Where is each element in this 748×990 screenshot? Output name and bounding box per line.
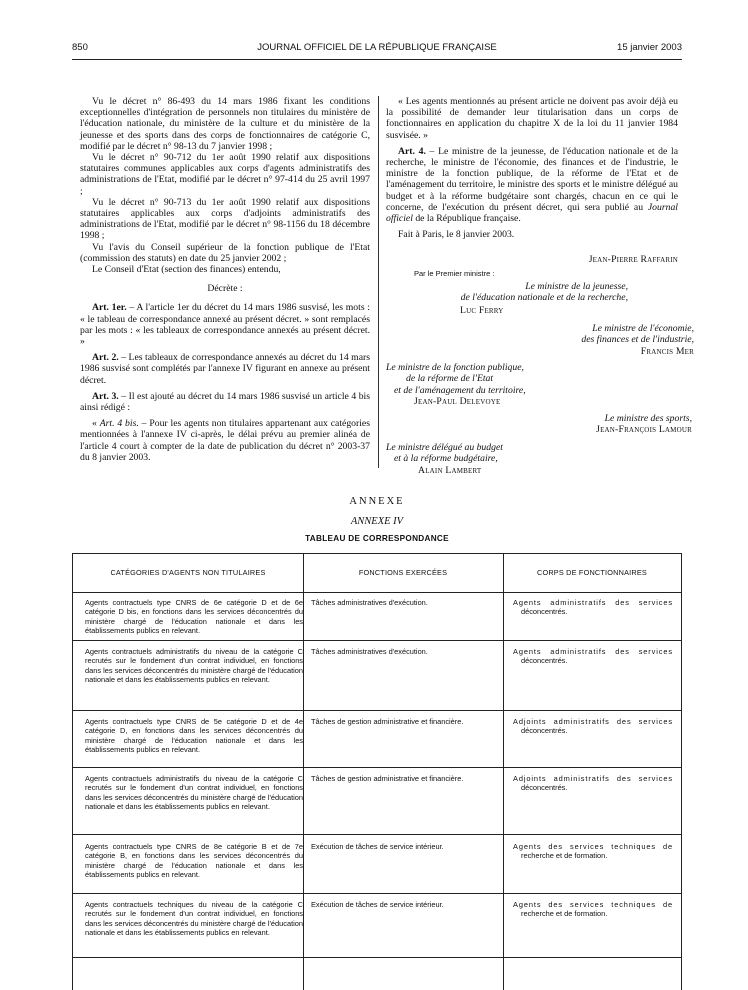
article-4-text-end: de la République française.: [412, 213, 521, 225]
row-divider: [73, 957, 681, 958]
corps-line: Agents des services techniques de: [513, 900, 673, 909]
header-functions: FONCTIONS EXERCÉES: [358, 568, 448, 577]
journal-officiel-text: Journal officiel: [386, 201, 678, 225]
table-header: [73, 554, 681, 592]
minister-sports-block: [596, 413, 692, 436]
visa-paragraph: Vu le décret n° 90-713 du 1er août 1990 relatif aux dispositions statutaires applicables aux corps d'adjoints administratifs des administrations de l'Etat, modifié par le décret n° 98-1156 du 18 décembre 1998 ;: [80, 196, 370, 242]
table-cell-corps: [513, 900, 673, 919]
corps-line: Adjoints administratifs des services: [513, 717, 673, 726]
article-2-text: – Les tableaux de correspondance annexés au décret du 14 mars 1986 susvisé sont complétés par l'annexe IV figurant en annexe au présent décret.: [80, 352, 370, 386]
table-cell-function: Tâches administratives d'exécution.: [311, 598, 428, 607]
decrete-heading: Décrète :: [207, 283, 243, 295]
row-divider: [73, 592, 681, 593]
table-cell-category: Agents contractuels administratifs du niveau de la catégorie C recrutés sur le fondement d'un contrat individuel, en fonctions dans les services déconcentrés du ministère chargé de l'éducation nationale et dans les établissements publics en relevant.: [85, 647, 303, 685]
corps-line: Agents des services techniques de: [513, 842, 673, 851]
row-divider: [73, 710, 681, 711]
corps-line: déconcentrés.: [521, 607, 568, 617]
left-column: [80, 96, 370, 463]
article-4-label: Art. 4.: [398, 145, 426, 157]
table-cell-function: Tâches de gestion administrative et financière.: [311, 774, 464, 783]
column-divider: [378, 96, 379, 468]
visa-paragraph: Le Conseil d'Etat (section des finances) entendu,: [92, 264, 281, 276]
table-cell-function: Exécution de tâches de service intérieur.: [311, 842, 444, 851]
header-categories: CATÉGORIES D'AGENTS NON TITULAIRES: [110, 568, 266, 577]
header-corps: CORPS DE FONCTIONNAIRES: [536, 568, 647, 577]
table-cell-function: Exécution de tâches de service intérieur.: [311, 900, 444, 909]
table-cell-corps: [513, 647, 673, 666]
table-cell-category: Agents contractuels type CNRS de 5e catégorie D et de 4e catégorie D, en fonctions dans les services déconcentrés du ministère chargé de l'éducation nationale et dans les établissements publics en relevant.: [85, 717, 303, 755]
minister-title: Le ministre de la fonction publique,: [386, 362, 524, 373]
article-4-text: – Le ministre de la jeunesse, de l'éducation nationale et de la recherche, le ministre de l'économie, des finances et de l'industrie, le ministre de la fonction publique, de la réforme de l'Etat et de l'aménagement du territoire, le ministre des sports et le ministre délégué au budget et à la réforme budgétaire sont chargés, chacun en ce qui le concerne, de l'exécution du présent décret, qui sera publié au: [386, 145, 678, 213]
article-4-bis-label: Art. 4 bis.: [99, 418, 139, 430]
corps-line: déconcentrés.: [521, 783, 568, 793]
row-divider: [73, 834, 681, 835]
article-1-label: Art. 1er.: [92, 302, 127, 314]
article-1: [80, 302, 370, 347]
corps-line: déconcentrés.: [521, 726, 568, 736]
issue-date: 15 janvier 2003: [617, 42, 682, 53]
minister-title: et de l'aménagement du territoire,: [394, 384, 526, 396]
table-cell-category: Agents contractuels type CNRS de 8e catégorie B et de 7e catégorie B, en fonctions dans les services déconcentrés du ministère chargé de l'éducation nationale et dans les établissements publics en relevant.: [85, 842, 303, 880]
quote-open: «: [92, 418, 100, 430]
article-3: [80, 391, 370, 413]
table-cell-corps: [513, 717, 673, 736]
minister-public-service-block: [386, 362, 526, 408]
header-rule: [72, 59, 682, 60]
minister-name: Alain Lambert: [418, 464, 482, 476]
article-3-label: Art. 3.: [92, 390, 119, 402]
minister-education-block: [386, 281, 628, 304]
table-cell-corps: [513, 598, 673, 617]
visa-paragraph: Vu le décret n° 86-493 du 14 mars 1986 fixant les conditions exceptionnelles d'intégration de personnels non titulaires du ministère de l'éducation nationale, du ministère de la culture et du ministère de la jeunesse et des sports dans des corps de fonctionnaires de catégorie C, modifié par le décret n° 98-13 du 7 janvier 1998 ;: [80, 96, 370, 152]
article-4-bis-text: – Pour les agents non titulaires appartenant aux catégories mentionnées à l'annexe IV ci-après, le délai prévu au premier alinéa de l'article 4 court à compter de la date de publication du décret n° 2003-37 du 8 janvier 2003.: [80, 418, 371, 463]
corps-line: Agents administratifs des services: [513, 647, 673, 656]
visa-paragraph: Vu l'avis du Conseil supérieur de la fonction publique de l'Etat (commission des statuts) en date du 25 janvier 2002 ;: [80, 241, 370, 264]
done-at: Fait à Paris, le 8 janvier 2003.: [398, 229, 515, 241]
quoted-paragraph: « Les agents mentionnés au présent article ne doivent pas avoir déjà eu la possibilité de demander leur titularisation dans un corps de fonctionnaires en application du chapitre X de la loi du 11 janvier 1984 susvisée. »: [386, 96, 678, 141]
minister-name: Jean-François Lamour: [596, 424, 692, 436]
minister-name: Jean-Paul Delevoye: [414, 396, 501, 408]
table-cell-function: Tâches administratives d'exécution.: [311, 647, 428, 656]
article-2-label: Art. 2.: [92, 352, 119, 364]
corps-line: recherche et de formation.: [521, 851, 608, 861]
annex-subtitle: ANNEXE IV: [350, 516, 404, 527]
minister-name: Luc Ferry: [460, 305, 504, 316]
pm-by: Par le Premier ministre :: [414, 269, 495, 278]
row-divider: [73, 893, 681, 894]
correspondence-table: [72, 553, 682, 990]
corps-line: Agents administratifs des services: [513, 598, 673, 607]
minister-name: Francis Mer: [640, 345, 694, 357]
table-title: TABLEAU DE CORRESPONDANCE: [305, 534, 449, 543]
page-header: [72, 42, 682, 56]
table-cell-function: Tâches de gestion administrative et financière.: [311, 717, 464, 726]
minister-title: des finances et de l'industrie,: [581, 334, 694, 346]
table-cell-category: Agents contractuels type CNRS de 6e catégorie D et de 6e catégorie D bis, en fonctions dans les services déconcentrés du ministère chargé de l'éducation nationale et dans les établissements publics en relevant.: [85, 598, 303, 636]
column-divider: [503, 554, 504, 990]
article-4: [386, 146, 678, 224]
table-cell-corps: [513, 774, 673, 793]
table-cell-corps: [513, 842, 673, 861]
minister-budget-block: [386, 442, 503, 476]
table-cell-category: Agents contractuels administratifs du niveau de la catégorie C recrutés sur le fondement d'un contrat individuel, en fonctions dans les services déconcentrés du ministère chargé de l'éducation nationale et dans les établissements publics en relevant.: [85, 774, 303, 812]
article-4-bis: [80, 418, 370, 463]
article-2: [80, 352, 370, 386]
minister-title: de la réforme de l'Etat: [406, 373, 494, 385]
minister-title: Le ministre de la jeunesse,: [525, 281, 628, 292]
row-divider: [73, 767, 681, 768]
row-divider: [73, 640, 681, 641]
article-3-text: – Il est ajouté au décret du 14 mars 1986 susvisé un article 4 bis ainsi rédigé :: [80, 390, 370, 414]
column-divider: [303, 554, 304, 990]
visa-paragraph: Vu le décret n° 90-712 du 1er août 1990 relatif aux dispositions statutaires communes applicables aux corps d'agents administratifs des administrations de l'Etat, modifié par le décret n° 97-414 du 25 avril 1997 ;: [80, 152, 370, 197]
corps-line: déconcentrés.: [521, 656, 568, 666]
corps-line: recherche et de formation.: [521, 909, 608, 919]
page-number: 850: [72, 42, 88, 53]
annex-title: ANNEXE: [349, 496, 405, 507]
article-1-text: – A l'article 1er du décret du 14 mars 1986 susvisé, les mots : « le tableau de correspondance annexé au présent décret. » sont remplacés par les mots : « les tableaux de correspondance annexés au présent décret. »: [80, 302, 370, 348]
minister-title: Le ministre délégué au budget: [386, 442, 503, 453]
table-cell-category: Agents contractuels techniques du niveau de la catégorie C recrutés sur le fondement d'un contrat individuel, en fonctions dans les services déconcentrés du ministère chargé de l'éducation nationale et dans les établissements publics en relevant.: [85, 900, 303, 938]
minister-title: Le ministre des sports,: [604, 413, 692, 424]
minister-title: de l'éducation nationale et de la recherche,: [460, 292, 628, 304]
pm-name: Jean-Pierre Raffarin: [588, 254, 678, 265]
journal-title: JOURNAL OFFICIEL DE LA RÉPUBLIQUE FRANÇAISE: [257, 42, 497, 53]
corps-line: Adjoints administratifs des services: [513, 774, 673, 783]
minister-title: Le ministre de l'économie,: [592, 323, 694, 334]
minister-title: et à la réforme budgétaire,: [394, 453, 498, 465]
minister-economy-block: [581, 323, 694, 357]
right-column: [386, 96, 678, 240]
